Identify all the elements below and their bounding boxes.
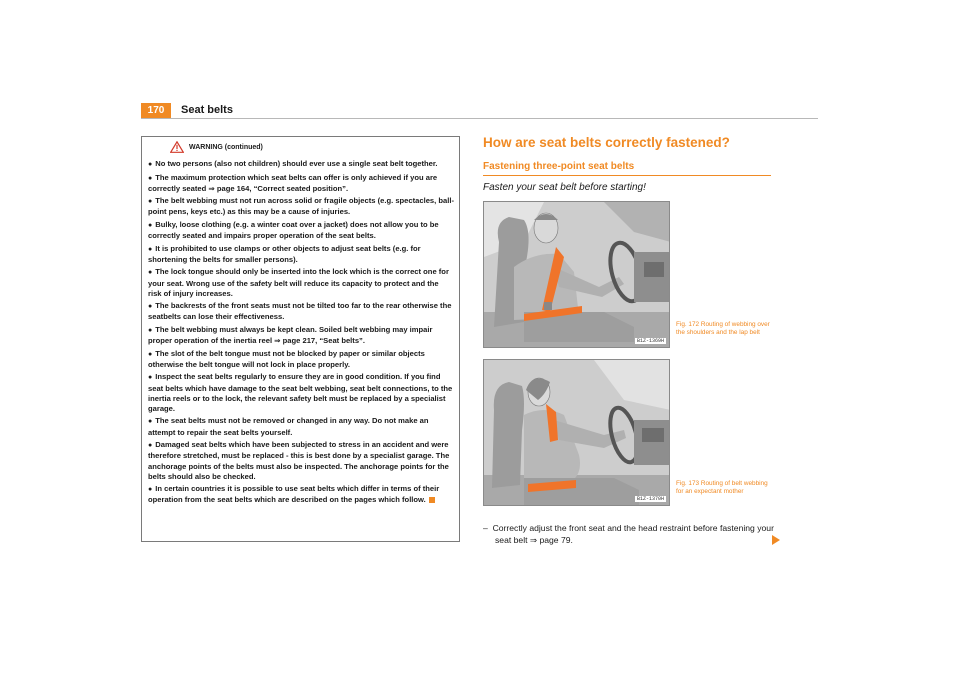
warning-item xyxy=(148,267,454,299)
illustration-expectant-mother-seatbelt xyxy=(484,360,670,506)
bullet-icon: ● xyxy=(148,198,153,206)
warning-item-text: The slot of the belt tongue must not be blocked by paper or similar objects otherwise the belt tongue will not lock in place properly. xyxy=(148,348,425,369)
warning-item xyxy=(148,159,454,170)
step-text: Correctly adjust the front seat and the head restraint before fastening your seat belt xyxy=(492,523,774,545)
subsection-heading: Fastening three-point seat belts xyxy=(483,161,635,172)
figure-code: B1Z-1370H xyxy=(636,496,664,502)
warning-item-text: Damaged seat belts which have been subjected to stress in an accident and were therefore stretched, must be replaced - this is best done by a specialist garage. The anchorage points of the belts must also be inspected. The anchorage points for the belts should also be checked. xyxy=(148,440,450,481)
page-number: 170 xyxy=(141,103,171,118)
bullet-icon: ● xyxy=(148,174,153,182)
section-heading: How are seat belts correctly fastened? xyxy=(483,135,730,150)
warning-item-text: The belt webbing must always be kept clean. Soiled belt webbing may impair proper operation of the inertia reel xyxy=(148,324,433,346)
warning-item xyxy=(148,220,454,241)
warning-item xyxy=(148,301,454,322)
warning-item xyxy=(148,349,454,370)
warning-item xyxy=(148,244,454,265)
page-reference-link[interactable]: ⇒ page 164, “Correct seated position” xyxy=(208,183,346,193)
warning-item xyxy=(148,372,454,414)
bullet-icon: ● xyxy=(148,486,153,494)
bullet-icon: ● xyxy=(148,418,153,426)
warning-item-text: . xyxy=(345,183,349,193)
warning-item xyxy=(148,173,454,194)
bullet-icon: ● xyxy=(148,326,153,334)
figure-172-caption: Fig. 172 Routing of webbing over the shoulders and the lap belt xyxy=(676,321,770,337)
warning-item xyxy=(148,325,454,346)
header-rule xyxy=(141,118,818,119)
illustration-driver-seatbelt xyxy=(484,202,670,348)
bullet-icon: ● xyxy=(148,221,153,229)
figure-173 xyxy=(483,359,670,506)
intro-text: Fasten your seat belt before starting! xyxy=(483,182,646,193)
step-end: . xyxy=(570,535,573,545)
end-of-section-icon xyxy=(429,497,435,503)
warning-triangle-icon xyxy=(170,141,184,153)
bullet-icon: ● xyxy=(148,269,153,277)
step-dash: – xyxy=(483,523,488,533)
warning-item-text: The backrests of the front seats must not be tilted too far to the rear otherwise the seatbelts can lose their effectiveness. xyxy=(148,301,452,322)
page-reference-link[interactable]: ⇒ page 79 xyxy=(529,535,571,545)
warning-item-text: The seat belts must not be removed or changed in any way. Do not make an attempt to repair the seat belts yourself. xyxy=(148,416,429,437)
warning-item-text: . xyxy=(362,336,365,346)
bullet-icon: ● xyxy=(148,161,153,168)
running-header-title: Seat belts xyxy=(181,104,233,116)
warning-item-text: The lock tongue should only be inserted into the lock which is the correct one for your seat. Wrong use of the safety belt will reduce its capacity to protect and the risk of injury increases. xyxy=(148,267,449,298)
bullet-icon: ● xyxy=(148,350,153,358)
instruction-step xyxy=(483,522,785,546)
warning-header xyxy=(170,141,454,153)
subsection-rule xyxy=(483,175,771,176)
warning-item xyxy=(148,416,454,437)
bullet-icon: ● xyxy=(148,245,153,253)
warning-item-text: The belt webbing must not run across solid or fragile objects (e.g. spectacles, ball-point pens, keys etc.) as this may be a cause of injuries. xyxy=(148,196,454,217)
bullet-icon: ● xyxy=(148,303,153,311)
next-page-arrow-icon[interactable] xyxy=(772,535,780,545)
warning-item xyxy=(148,440,454,482)
warning-item-text: In certain countries it is possible to use seat belts which differ in terms of their operation from the seat belts which are described on the pages which follow. xyxy=(148,484,440,505)
warning-item-text: It is prohibited to use clamps or other objects to adjust seat belts (e.g. for shortening the belts for smaller persons). xyxy=(148,243,421,264)
bullet-icon: ● xyxy=(148,374,153,382)
warning-box xyxy=(141,136,460,542)
warning-item-text: Inspect the seat belts regularly to ensure they are in good condition. If you find seat belts which have damage to the seat belt webbing, seat belt connections, to the inertia reels or to the lock, the relevant safety belt must be replaced by a specialist garage. xyxy=(148,372,453,413)
figure-code: B1Z-1369H xyxy=(636,338,664,344)
warning-item-text: No two persons (also not children) should ever use a single seat belt together. xyxy=(155,159,438,168)
warning-item-text: The maximum protection which seat belts can offer is only achieved if you are correctly seated xyxy=(148,172,438,193)
warning-item-text: Bulky, loose clothing (e.g. a winter coat over a jacket) does not allow you to be correctly seated and impairs proper operation of the seat belts. xyxy=(148,219,439,241)
bullet-icon: ● xyxy=(148,442,153,450)
figure-173-caption: Fig. 173 Routing of belt webbing for an expectant mother xyxy=(676,480,768,496)
warning-item xyxy=(148,196,454,217)
warning-title: WARNING (continued) xyxy=(189,143,263,151)
warning-item xyxy=(148,484,454,505)
page-reference-link[interactable]: ⇒ page 217, “Seat belts” xyxy=(274,336,363,346)
figure-172 xyxy=(483,201,670,348)
